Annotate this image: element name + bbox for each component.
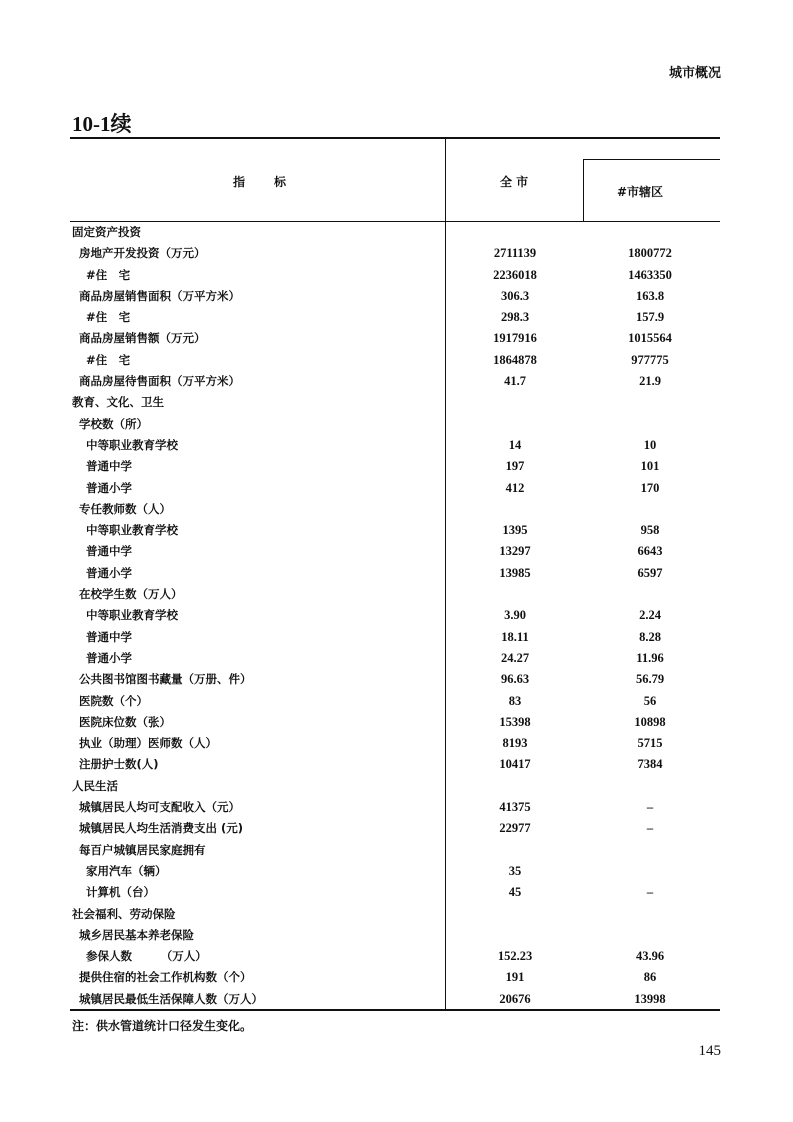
district-value: 157.9 — [635, 310, 665, 325]
district-value: 958 — [640, 523, 660, 538]
city-value: 20676 — [499, 991, 531, 1006]
city-value: 2711139 — [493, 246, 537, 261]
table-row — [0, 840, 793, 861]
row-label: #住 宅 — [86, 352, 131, 367]
row-label: 商品房屋待售面积（万平方米） — [79, 374, 240, 389]
city-value: 191 — [505, 970, 525, 985]
table-row — [0, 414, 793, 435]
table-row — [0, 328, 793, 349]
table-row — [0, 627, 793, 648]
table-row — [0, 967, 793, 988]
city-value: 96.63 — [500, 672, 530, 687]
row-label: #住 宅 — [86, 267, 131, 282]
row-label: 普通小学 — [86, 650, 132, 665]
table-row — [0, 456, 793, 477]
city-value: 45 — [508, 885, 522, 900]
table-row — [0, 350, 793, 371]
city-value: 197 — [505, 459, 525, 474]
district-value: 10 — [643, 437, 657, 452]
table-row — [0, 776, 793, 797]
table-row — [0, 520, 793, 541]
city-value: 298.3 — [500, 310, 530, 325]
row-label: 普通中学 — [86, 544, 132, 559]
table-row — [0, 584, 793, 605]
district-value: 2.24 — [639, 608, 661, 623]
row-label: 参保人数 （万人） — [86, 949, 207, 964]
district-value: 56.79 — [635, 672, 665, 687]
indicator-header-char-1: 指 — [233, 175, 247, 189]
row-label: 房地产开发投资（万元） — [79, 246, 206, 261]
row-label: 中等职业教育学校 — [86, 523, 178, 538]
table-row — [0, 669, 793, 690]
row-label: 计算机（台） — [86, 885, 155, 900]
district-value: 13998 — [634, 991, 666, 1006]
row-label: #住 宅 — [86, 310, 131, 325]
district-value: 101 — [640, 459, 660, 474]
table-row — [0, 904, 793, 925]
city-value: 13985 — [499, 565, 531, 580]
district-value: 56 — [643, 693, 657, 708]
row-label: 中等职业教育学校 — [86, 437, 178, 452]
district-value: 7384 — [637, 757, 663, 772]
city-value: 83 — [508, 693, 522, 708]
row-label: 普通小学 — [86, 480, 132, 495]
row-label: 人民生活 — [72, 778, 118, 793]
footnote: 注：供水管道统计口径发生变化。 — [72, 1019, 253, 1033]
district-value: – — [646, 821, 654, 836]
table-row — [0, 818, 793, 839]
city-value: 152.23 — [497, 949, 533, 964]
row-label: 医院数（个） — [79, 693, 148, 708]
district-value: 5715 — [637, 736, 663, 751]
table-row — [0, 861, 793, 882]
row-label: 普通中学 — [86, 459, 132, 474]
district-column-header: #市辖区 — [617, 185, 664, 199]
district-value: 1015564 — [628, 331, 672, 346]
district-value: 6643 — [637, 544, 663, 559]
city-value: 18.11 — [501, 629, 529, 644]
table-row — [0, 712, 793, 733]
table-row — [0, 541, 793, 562]
section-header: 城市概况 — [668, 66, 721, 81]
city-value: 306.3 — [500, 288, 530, 303]
district-value: 8.28 — [639, 629, 661, 644]
table-row — [0, 648, 793, 669]
city-value: 41375 — [499, 800, 531, 815]
indicator-header-char-2: 标 — [274, 175, 288, 189]
district-value: 977775 — [631, 352, 669, 367]
row-label: 注册护士数(人) — [79, 757, 159, 772]
row-label: 公共图书馆图书藏量（万册、件） — [79, 672, 252, 687]
table-row — [0, 222, 793, 243]
row-label: 固定资产投资 — [72, 225, 141, 239]
city-value: 1864878 — [493, 352, 537, 367]
table-row — [0, 265, 793, 286]
row-label: 普通小学 — [86, 565, 132, 580]
row-label: 学校数（所） — [79, 416, 148, 431]
row-label: 执业（助理）医师数（人） — [79, 736, 217, 751]
row-label: 在校学生数（万人） — [79, 587, 183, 602]
table-row — [0, 989, 793, 1010]
table-top-rule — [70, 137, 720, 139]
table-body — [0, 222, 793, 1010]
indicator-column-header — [233, 173, 287, 190]
row-label: 提供住宿的社会工作机构数（个） — [79, 970, 252, 985]
city-value: 1395 — [502, 523, 528, 538]
table-row — [0, 286, 793, 307]
table-row — [0, 754, 793, 775]
table-row — [0, 605, 793, 626]
city-value: 13297 — [499, 544, 531, 559]
district-value: – — [646, 800, 654, 815]
table-row — [0, 946, 793, 967]
district-value: 1800772 — [628, 246, 672, 261]
district-value: 170 — [640, 480, 660, 495]
row-label: 商品房屋销售额（万元） — [79, 331, 206, 346]
table-row — [0, 499, 793, 520]
row-label: 医院床位数（张） — [79, 714, 171, 729]
table-row — [0, 243, 793, 264]
city-value: 3.90 — [504, 608, 526, 623]
row-label: 城镇居民人均可支配收入（元） — [79, 800, 240, 815]
district-value: 21.9 — [639, 374, 661, 389]
city-value: 2236018 — [493, 267, 537, 282]
row-label: 专任教师数（人） — [79, 501, 171, 516]
page-number: 145 — [698, 1043, 721, 1059]
table-row — [0, 392, 793, 413]
district-value: 1463350 — [628, 267, 672, 282]
district-value: – — [646, 885, 654, 900]
table-row — [0, 563, 793, 584]
city-value: 412 — [505, 480, 525, 495]
district-value: 10898 — [634, 714, 666, 729]
district-value: 11.96 — [636, 650, 664, 665]
table-row — [0, 371, 793, 392]
district-value: 43.96 — [635, 949, 665, 964]
district-value: 6597 — [637, 565, 663, 580]
table-row — [0, 307, 793, 328]
district-value: 163.8 — [635, 288, 665, 303]
table-row — [0, 691, 793, 712]
city-value: 1917916 — [493, 331, 537, 346]
city-value: 35 — [508, 863, 522, 878]
table-bottom-rule — [70, 1009, 720, 1011]
row-label: 城乡居民基本养老保险 — [79, 927, 194, 942]
row-label: 城镇居民最低生活保障人数（万人） — [79, 991, 263, 1006]
table-row — [0, 797, 793, 818]
table-title: 10-1续 — [72, 112, 132, 136]
row-label: 教育、文化、卫生 — [72, 395, 164, 410]
table-row — [0, 435, 793, 456]
row-label: 中等职业教育学校 — [86, 608, 178, 623]
table-row — [0, 733, 793, 754]
row-label: 家用汽车（辆） — [86, 863, 167, 878]
city-value: 22977 — [499, 821, 531, 836]
table-row — [0, 925, 793, 946]
city-value: 24.27 — [500, 650, 530, 665]
table-row — [0, 882, 793, 903]
city-column-header: 全 市 — [500, 175, 529, 189]
district-value: 86 — [643, 970, 657, 985]
row-label: 普通中学 — [86, 629, 132, 644]
table-row — [0, 478, 793, 499]
city-value: 14 — [508, 437, 522, 452]
city-value: 15398 — [499, 714, 531, 729]
city-value: 8193 — [502, 736, 528, 751]
city-value: 10417 — [499, 757, 531, 772]
city-value: 41.7 — [504, 374, 526, 389]
row-label: 社会福利、劳动保险 — [72, 906, 176, 921]
row-label: 每百户城镇居民家庭拥有 — [79, 842, 206, 857]
row-label: 城镇居民人均生活消费支出 (元) — [79, 821, 244, 836]
row-label: 商品房屋销售面积（万平方米） — [79, 288, 240, 303]
